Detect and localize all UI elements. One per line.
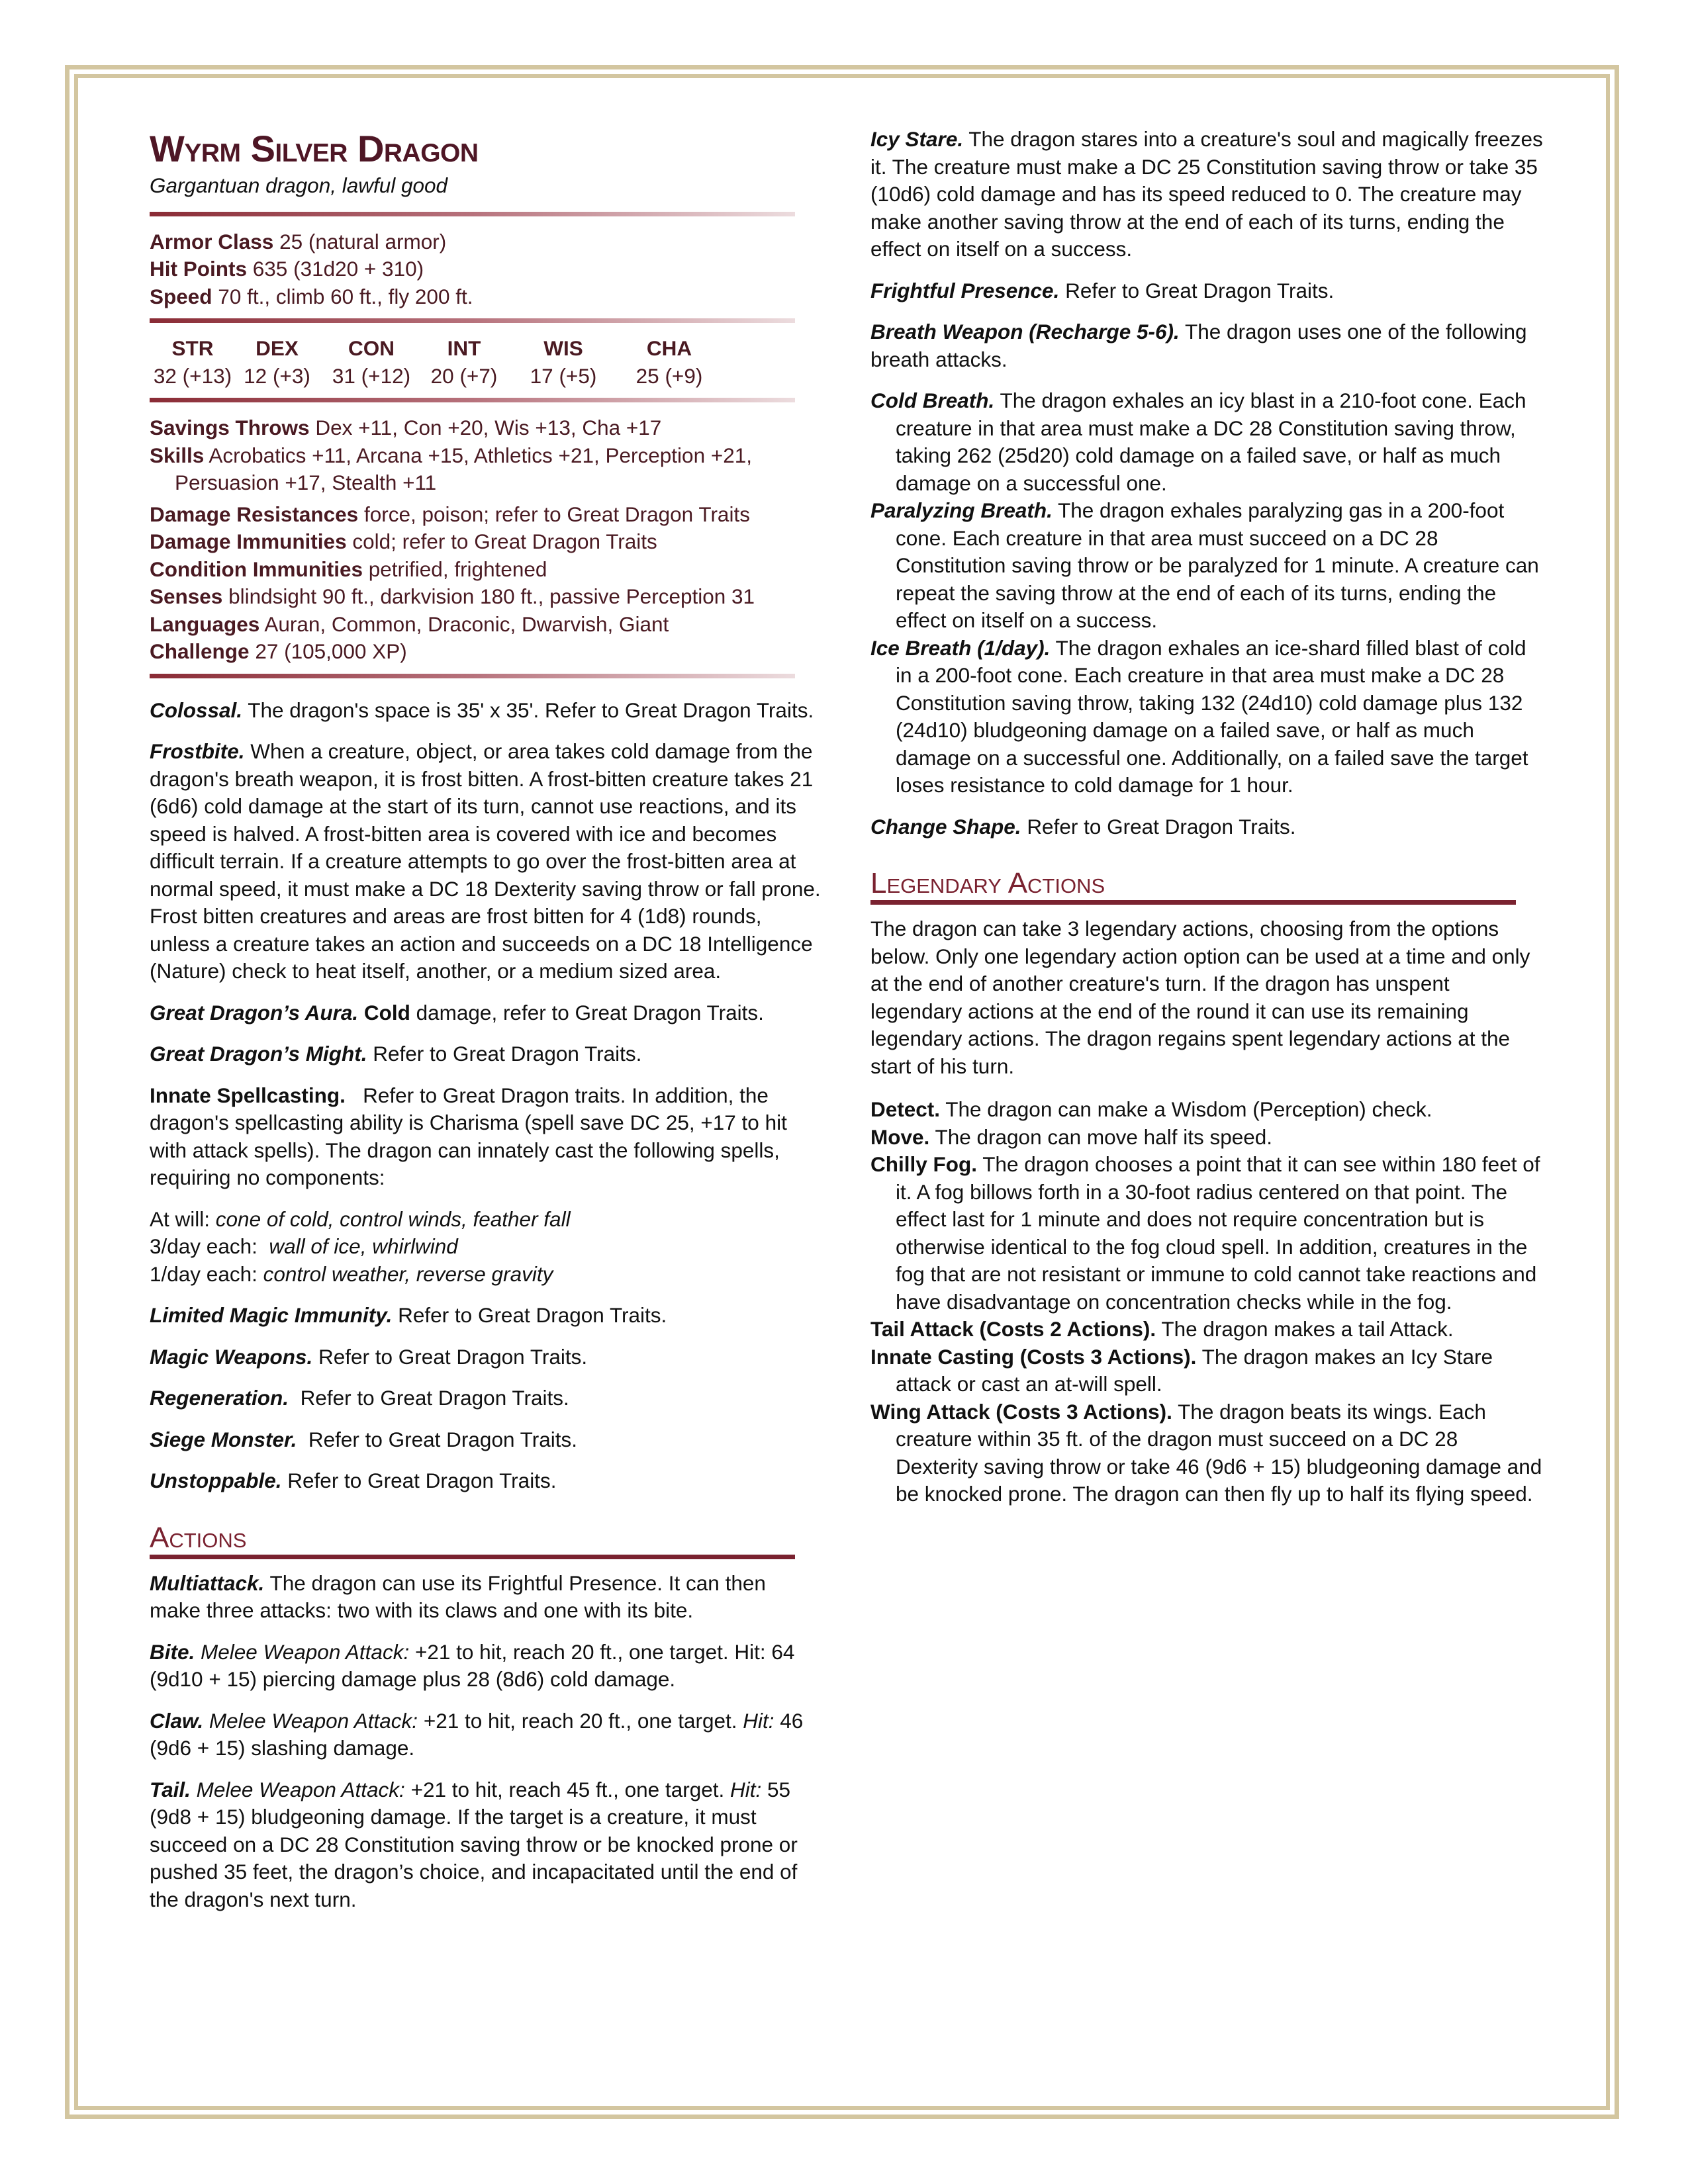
- trait-regeneration: Regeneration. Refer to Great Dragon Traits.: [150, 1386, 569, 1410]
- basic-stats: [150, 228, 821, 311]
- creature-type: Gargantuan dragon, lawful good: [150, 173, 448, 197]
- ability-scores: [150, 335, 795, 390]
- divider: [150, 674, 795, 678]
- legendary-intro: The dragon can take 3 legendary actions, choosing from the options below. Only one legendary action option can be used at a time and only at the end of another creature's turn. If the dragon has unspent legendary actions at the end of the round it can use its remaining legendary actions. The dragon regains spent legendary actions at the start of his turn.: [870, 917, 1530, 1078]
- ability-dex: DEX 12 (+3): [244, 336, 310, 388]
- saving-throws: Savings Throws Dex +11, Con +20, Wis +13, Cha +17: [150, 416, 662, 439]
- divider: [150, 318, 795, 323]
- legendary-detect: Detect. The dragon can make a Wisdom (Perception) check.: [870, 1097, 1432, 1121]
- senses: Senses blindsight 90 ft., darkvision 180 ft., passive Perception 31: [150, 584, 755, 608]
- breath-cold: Cold Breath. The dragon exhales an icy blast in a 210-foot cone. Each creature in that area must make a DC 28 Constitution saving throw, taking 262 (25d20) cold damage on a failed save, or half as much damage on a successful one.: [870, 388, 1526, 495]
- action-icy-stare: Icy Stare. The dragon stares into a creature's soul and magically freezes it. The creature must make a DC 25 Constitution saving throw or take 35 (10d6) cold damage and has its speed reduced to 0. The creature may make another saving throw at the end of each of its turns, ending the effect on itself on a success.: [870, 127, 1543, 261]
- legendary-tail-attack: Tail Attack (Costs 2 Actions). The dragon makes a tail Attack.: [870, 1317, 1454, 1341]
- divider: [150, 398, 795, 402]
- armor-class: Armor Class 25 (natural armor): [150, 229, 447, 253]
- trait-innate-spellcasting: Innate Spellcasting. Refer to Great Dragon traits. In addition, the dragon's spellcasting ability is Charisma (spell save DC 25, +17 to hit with attack spells). The dragon can innately cast the following spells, requiring no components:: [150, 1083, 787, 1189]
- action-frightful-presence: Frightful Presence. Refer to Great Dragon Traits.: [870, 278, 1335, 302]
- trait-siege-monster: Siege Monster. Refer to Great Dragon Traits.: [150, 1427, 578, 1451]
- legendary-move: Move. The dragon can move half its speed.: [870, 1124, 1273, 1149]
- left-column: [150, 126, 821, 1927]
- ability-str: STR 32 (+13): [153, 336, 232, 388]
- breath-ice: Ice Breath (1/day). The dragon exhales an ice-shard filled blast of cold in a 200-foot cone. Each creature in that area must make a DC 28 Constitution saving throw, taking 132 (24d10) cold damage plus 132 (24d10) bludgeoning damage on a failed save, or half as much damage on a successful one. Additionally, on a failed save the target loses resistance to cold damage for 1 hour.: [870, 635, 1528, 797]
- actions-heading: Actions: [150, 1522, 795, 1559]
- damage-resistances: Damage Resistances force, poison; refer to Great Dragon Traits: [150, 502, 750, 526]
- action-change-shape: Change Shape. Refer to Great Dragon Traits.: [870, 814, 1296, 839]
- skills: Skills Acrobatics +11, Arcana +15, Athletics +21, Perception +21, Persuasion +17, Stealth +11: [150, 443, 753, 494]
- languages: Languages Auran, Common, Draconic, Dwarvish, Giant: [150, 612, 669, 636]
- legendary-list: [870, 1096, 1546, 1508]
- action-claw: Claw. Melee Weapon Attack: +21 to hit, reach 20 ft., one target. Hit: 46 (9d6 + 15) slashing damage.: [150, 1708, 804, 1760]
- trait-limited-magic-immunity: Limited Magic Immunity. Refer to Great Dragon Traits.: [150, 1303, 667, 1327]
- ability-con: CON 31 (+12): [332, 336, 411, 388]
- spell-list-1-day: 1/day each: control weather, reverse gravity: [150, 1261, 553, 1286]
- trait-colossal: Colossal. The dragon's space is 35' x 35'. Refer to Great Dragon Traits.: [150, 698, 814, 722]
- action-multiattack: Multiattack. The dragon can use its Frightful Presence. It can then make three attacks: two with its claws and one with its bite.: [150, 1570, 766, 1622]
- hit-points: Hit Points 635 (31d20 + 310): [150, 257, 424, 281]
- legendary-chilly-fog: Chilly Fog. The dragon chooses a point that it can see within 180 feet of it. A fog billows forth in a 30-foot radius centered on that point. The effect last for 1 minute and does not require concentration but is otherwise identical to the fog cloud spell. In addition, creatures in the fog that are not resistant or immune to cold cannot take reactions and have disadvantage on concentration checks while in the fog.: [870, 1152, 1540, 1314]
- trait-aura: Great Dragon’s Aura. Cold damage, refer to Great Dragon Traits.: [150, 1000, 764, 1024]
- creature-name: Wyrm Silver Dragon: [150, 128, 479, 169]
- challenge: Challenge 27 (105,000 XP): [150, 639, 407, 663]
- trait-magic-weapons: Magic Weapons. Refer to Great Dragon Traits.: [150, 1344, 588, 1369]
- detail-stats: [150, 414, 821, 666]
- legendary-actions-heading: Legendary Actions: [870, 867, 1516, 905]
- breath-list: [870, 387, 1546, 799]
- action-breath-weapon: Breath Weapon (Recharge 5-6). The dragon uses one of the following breath attacks.: [870, 320, 1527, 371]
- ability-wis: WIS 17 (+5): [530, 336, 597, 388]
- trait-frostbite: Frostbite. When a creature, object, or area takes cold damage from the dragon's breath weapon, it is frost bitten. A frost-bitten creature takes 21 (6d6) cold damage at the start of its turn, cannot use reactions, and its speed is halved. A frost-bitten area is covered with ice and becomes difficult terrain. If a creature attempts to go over the frost-bitten area at normal speed, it must make a DC 18 Dexterity saving throw or fall prone. Frost bitten creatures and areas are frost bitten for 4 (1d8) rounds, unless a creature takes an action and succeeds on a DC 18 Intelligence (Nature) check to heat itself, another, or a medium sized area.: [150, 739, 821, 983]
- spell-list-3-day: 3/day each: wall of ice, whirlwind: [150, 1234, 458, 1258]
- legendary-wing-attack: Wing Attack (Costs 3 Actions). The dragon beats its wings. Each creature within 35 ft. of the dragon must succeed on a DC 28 Dexterity saving throw or take 46 (9d6 + 15) bludgeoning damage and be knocked prone. The dragon can then fly up to half its flying speed.: [870, 1399, 1542, 1506]
- divider: [150, 212, 795, 216]
- condition-immunities: Condition Immunities petrified, frightened: [150, 557, 547, 581]
- damage-immunities: Damage Immunities cold; refer to Great Dragon Traits: [150, 529, 657, 553]
- ability-int: INT 20 (+7): [430, 336, 498, 388]
- action-bite: Bite. Melee Weapon Attack: +21 to hit, reach 20 ft., one target. Hit: 64 (9d10 + 15) piercing damage plus 28 (8d6) cold damage.: [150, 1639, 795, 1691]
- trait-might: Great Dragon’s Might. Refer to Great Dragon Traits.: [150, 1042, 642, 1066]
- breath-paralyzing: Paralyzing Breath. The dragon exhales paralyzing gas in a 200-foot cone. Each creature in that area must succeed on a DC 28 Constitution saving throw or be paralyzed for 1 minute. A creature can repeat the saving throw at the end of each of its turns, ending the effect on itself on a success.: [870, 498, 1539, 632]
- speed: Speed 70 ft., climb 60 ft., fly 200 ft.: [150, 284, 473, 308]
- spell-list-at-will: At will: cone of cold, control winds, feather fall: [150, 1206, 571, 1231]
- ability-cha: CHA 25 (+9): [635, 336, 703, 388]
- legendary-innate-casting: Innate Casting (Costs 3 Actions). The dragon makes an Icy Stare attack or cast an at-will spell.: [870, 1344, 1493, 1396]
- spell-list: [150, 1206, 821, 1289]
- trait-unstoppable: Unstoppable. Refer to Great Dragon Traits.: [150, 1469, 557, 1492]
- action-tail: Tail. Melee Weapon Attack: +21 to hit, reach 45 ft., one target. Hit: 55 (9d8 + 15) bludgeoning damage. If the target is a creature, it must succeed on a DC 28 Constitution saving throw or be knocked prone or pushed 35 feet, the dragon’s choice, and incapacitated until the end of the dragon's next turn.: [150, 1777, 798, 1911]
- right-column: [870, 126, 1546, 1508]
